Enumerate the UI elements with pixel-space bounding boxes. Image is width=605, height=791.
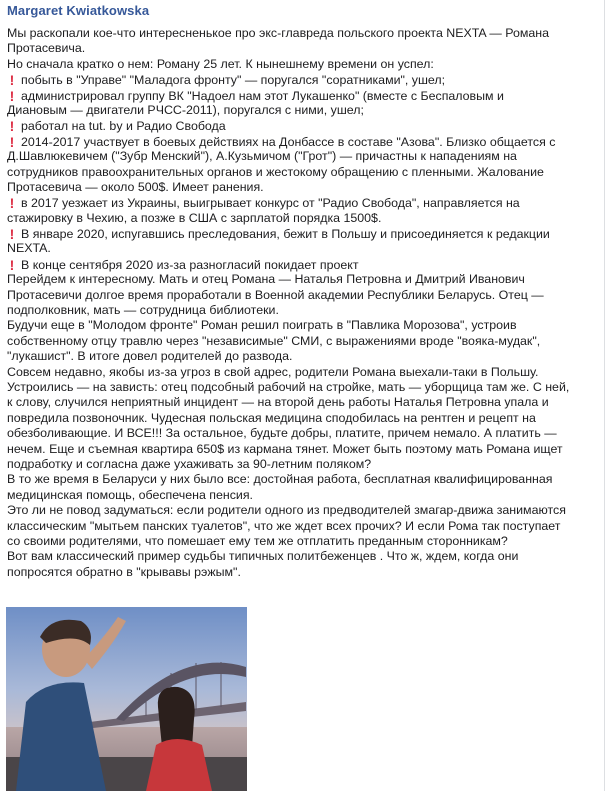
text-content: Протасевича.	[7, 41, 86, 56]
text-line	[7, 72, 599, 87]
exclamation-icon: !	[9, 118, 15, 135]
text-content: Протасевичи долгое время проработали в Военной академии Республики Беларусь. Отец —	[7, 287, 544, 302]
text-line	[7, 149, 599, 164]
text-line	[7, 241, 599, 256]
text-content: нечем. Еще и съемная квартира 650$ из кармана тянет. Может быть поэтому мать Романа ищет	[7, 441, 563, 456]
text-content: Д.Шавлюкевичем ("Зубр Менский"), А.Кузьмичом ("Грот") — причастны к нападениям на	[7, 149, 517, 164]
exclamation-icon: !	[9, 226, 15, 243]
text-line	[7, 318, 599, 333]
text-content: обезболивающие. И ВСЕ!!! За остальное, будьте добры, платите, причем немало. А платить —	[7, 426, 557, 441]
text-line	[7, 395, 599, 410]
text-content: Совсем недавно, якобы из-за угроз в свой адрес, родители Романа выехали-таки в Польшу.	[7, 364, 539, 379]
text-line	[7, 426, 599, 441]
text-content: Диановым — двигатели РЧСС-2011), поругался с ними, ушел;	[7, 102, 364, 117]
text-line	[7, 26, 599, 41]
text-line	[7, 57, 599, 72]
text-content: Но сначала кратко о нем: Роману 25 лет. К нынешнему времени он успел:	[7, 56, 434, 71]
text-content: Будучи еще в "Молодом фронте" Роман решил поиграть в "Павлика Морозова", устроив	[7, 318, 517, 333]
text-content: побыть в "Управе" "Маладога фронту" — поругался "соратниками", ушел;	[21, 73, 446, 88]
exclamation-icon: !	[9, 195, 15, 212]
post-author-name[interactable]: Margaret Kwiatkowska	[7, 3, 150, 18]
text-line	[7, 195, 599, 210]
woman-dress	[146, 739, 212, 791]
text-content: медицинская помощь, обеспечена пенсия.	[7, 487, 253, 502]
post-photo-illustration	[6, 607, 247, 791]
text-line	[7, 549, 599, 564]
exclamation-icon: !	[9, 133, 15, 150]
text-line	[7, 488, 599, 503]
text-line	[7, 411, 599, 426]
exclamation-icon: !	[9, 87, 15, 104]
text-line	[7, 211, 599, 226]
text-content: NEXTA.	[7, 241, 51, 256]
text-content: Вот вам классический пример судьбы типичных политбеженцев . Что ж, ждем, когда они	[7, 549, 519, 564]
text-content: работал на tut. by и Радио Свобода	[21, 119, 226, 134]
text-content: 2014-2017 участвует в боевых действиях на Донбассе в составе "Азова". Близко общается с	[21, 134, 556, 149]
text-line	[7, 534, 599, 549]
text-content: попросятся обратно в "крывавы рэжым".	[7, 564, 241, 579]
text-line	[7, 365, 599, 380]
text-line	[7, 41, 599, 56]
text-line	[7, 303, 599, 318]
text-line	[7, 88, 599, 103]
text-line	[7, 257, 599, 272]
text-line	[7, 380, 599, 395]
text-line	[7, 103, 599, 118]
text-line	[7, 472, 599, 487]
text-line	[7, 272, 599, 287]
text-content: классическим "мытьем панских туалетов", что же ждет всех прочих? И если Рома так поступает	[7, 518, 561, 533]
text-line	[7, 180, 599, 195]
text-content: Протасевича — около 500$. Имеет ранения.	[7, 179, 264, 194]
text-line	[7, 519, 599, 534]
text-line	[7, 118, 599, 133]
text-content: повредила позвоночник. Чудесная польская медицина сподобилась на рентген и рецепт на	[7, 410, 536, 425]
text-line	[7, 334, 599, 349]
text-content: "лукашист". В итоге довел родителей до развода.	[7, 349, 293, 364]
text-content: администрировал группу ВК "Надоел нам этот Лукашенко" (вместе с Беспаловым и	[21, 88, 504, 103]
text-line	[7, 457, 599, 472]
post-photo[interactable]	[6, 607, 247, 791]
exclamation-icon: !	[9, 256, 15, 273]
text-line	[7, 442, 599, 457]
text-content: собственному отцу травлю через "независимые" СМИ, с выражениями вроде "вояка-мудак",	[7, 333, 541, 348]
text-line	[7, 165, 599, 180]
text-content: Перейдем к интересному. Мать и отец Романа — Наталья Петровна и Дмитрий Иванович	[7, 272, 525, 287]
woman-hair	[158, 687, 195, 747]
text-content: к слову, случился неприятный инцидент — на второй день работы Наталья Петровна упала и	[7, 395, 549, 410]
post-body-text	[7, 26, 599, 580]
text-content: сотрудников правоохранительных органов и жестокому обращению с пленными. Жалование	[7, 164, 544, 179]
text-line	[7, 565, 599, 580]
text-content: в 2017 уезжает из Украины, выигрывает конкурс от "Радио Свобода", направляется на	[21, 196, 520, 211]
text-line	[7, 349, 599, 364]
text-content: В январе 2020, испугавшись преследования, бежит в Польшу и присоединяется к редакции	[21, 227, 550, 242]
text-content: подработку и согласна даже ухаживать за 90-летним поляком?	[7, 456, 372, 471]
text-content: со своими родителями, что помешает ему тем же отплатить преданным сторонникам?	[7, 533, 508, 548]
text-content: Устроились — на зависть: отец подсобный рабочий на стройке, мать — уборщица там же. С ней,	[7, 379, 570, 394]
text-line	[7, 134, 599, 149]
text-content: В то же время в Беларуси у них было все: достойная работа, бесплатная квалифицированная	[7, 472, 553, 487]
text-content: Это ли не повод задуматься: если родители одного из предводителей змагар-движа занимаются	[7, 503, 566, 518]
text-content: подполковник, мать — сотрудница библиотеки.	[7, 303, 279, 318]
text-content: Мы раскопали кое-что интересненькое про экс-главреда польского проекта NEXTA — Романа	[7, 26, 550, 40]
text-content: В конце сентября 2020 из-за разногласий покидает проект	[21, 257, 359, 272]
text-content: стажировку в Чехию, а позже в США с зарплатой порядка 1500$.	[7, 210, 382, 225]
text-line	[7, 503, 599, 518]
text-line	[7, 288, 599, 303]
text-line	[7, 226, 599, 241]
exclamation-icon: !	[9, 72, 15, 89]
